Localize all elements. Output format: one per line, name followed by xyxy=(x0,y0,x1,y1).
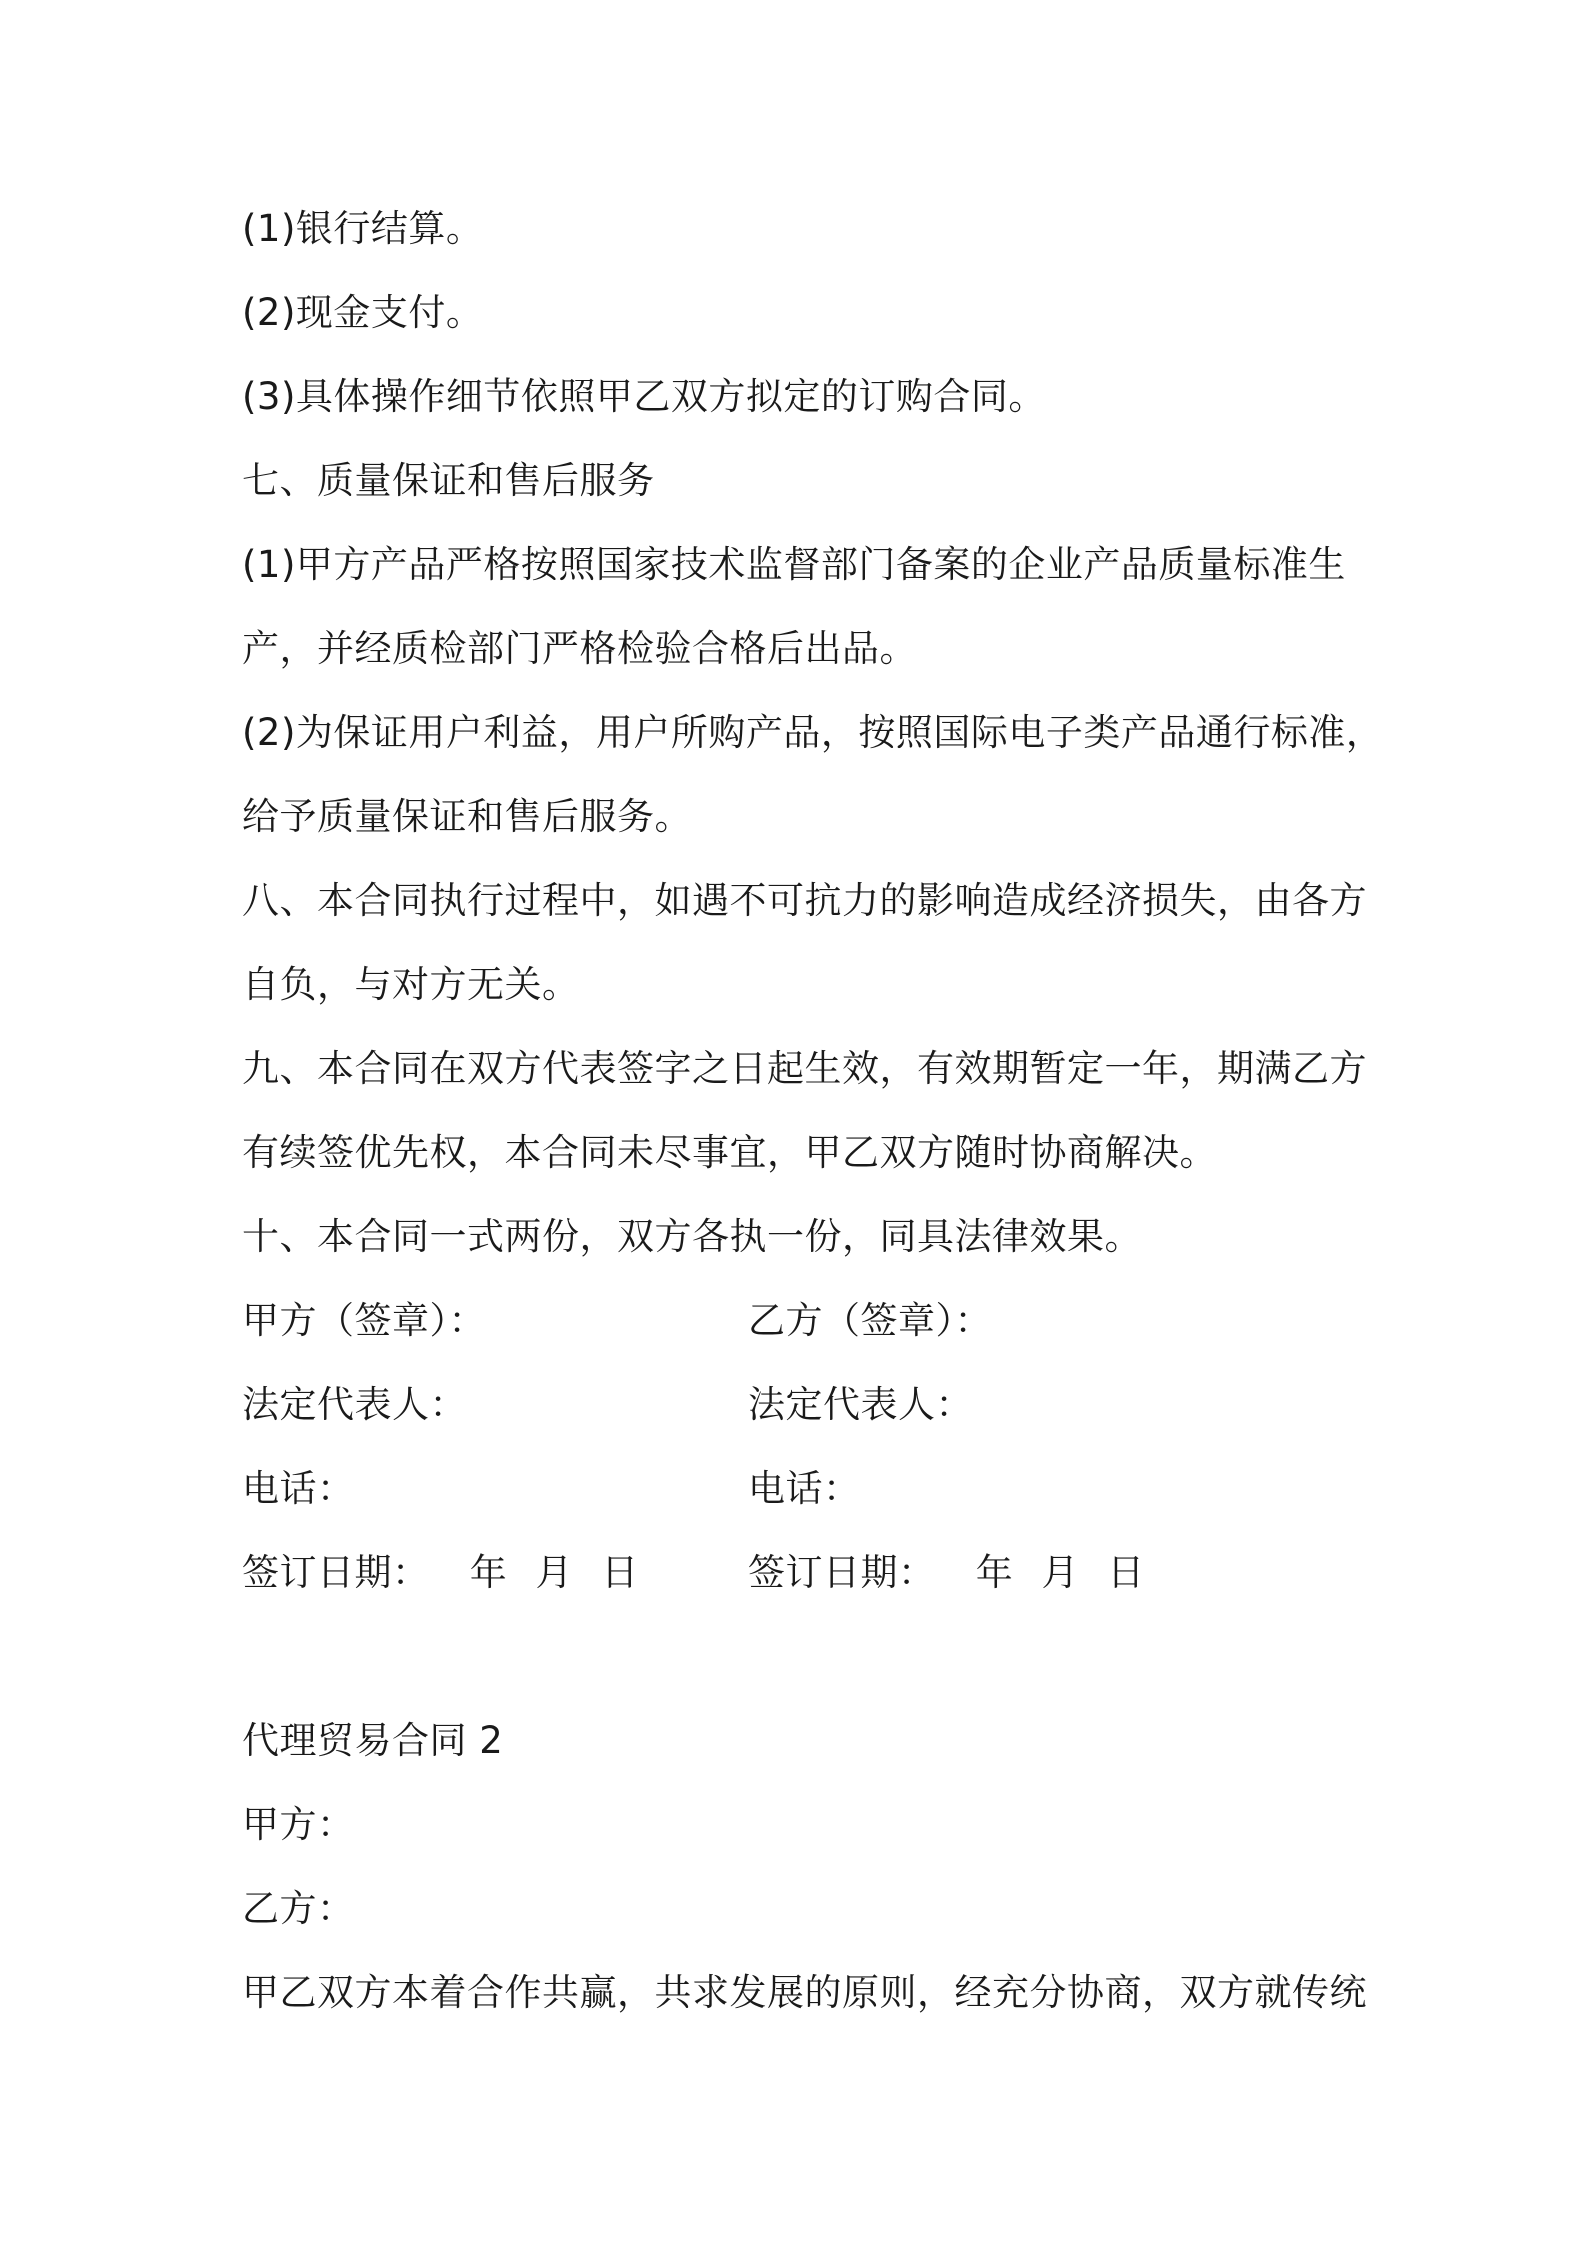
party-a-phone-label: 电话： xyxy=(242,1467,355,1510)
party-a-date-row xyxy=(242,1548,639,1598)
contract-2-party-a-label: 甲方： xyxy=(242,1803,355,1846)
party-a-date-month: 月 xyxy=(535,1551,574,1594)
section-9-line-1: 九、本合同在双方代表签字之日起生效，有效期暂定一年，期满乙方 xyxy=(242,1047,1367,1090)
party-b-date-year: 年 xyxy=(975,1551,1014,1594)
contract-2-title: 代理贸易合同 2 xyxy=(242,1719,504,1762)
contract-2-intro-line-1: 甲乙双方本着合作共赢，共求发展的原则，经充分协商，双方就传统 xyxy=(242,1971,1367,2014)
section-8-line-1: 八、本合同执行过程中，如遇不可抗力的影响造成经济损失，由各方 xyxy=(242,879,1367,922)
section-7-item-2-line-1: (2)为保证用户利益，用户所购产品，按照国际电子类产品通行标准， xyxy=(242,711,1384,754)
party-b-date-row xyxy=(748,1548,1145,1598)
party-b-date-month: 月 xyxy=(1041,1551,1080,1594)
party-a-date-label: 签订日期： xyxy=(242,1551,430,1594)
party-b-phone-label: 电话： xyxy=(748,1467,861,1510)
party-a-seal-label: 甲方（签章）： xyxy=(242,1299,486,1342)
section-7-item-2-line-2: 给予质量保证和售后服务。 xyxy=(242,795,692,838)
section-7-item-1-line-2: 产，并经质检部门严格检验合格后出品。 xyxy=(242,627,917,670)
section-7-heading: 七、质量保证和售后服务 xyxy=(242,459,655,502)
party-b-date-day: 日 xyxy=(1107,1551,1145,1594)
party-b-seal-label: 乙方（签章）： xyxy=(748,1299,992,1342)
party-b-rep-label: 法定代表人： xyxy=(748,1383,973,1426)
payment-item-2: (2)现金支付。 xyxy=(242,291,484,334)
section-7-item-1-line-1: (1)甲方产品严格按照国家技术监督部门备案的企业产品质量标准生 xyxy=(242,543,1346,586)
section-9-line-2: 有续签优先权，本合同未尽事宜，甲乙双方随时协商解决。 xyxy=(242,1131,1217,1174)
party-a-date-year: 年 xyxy=(469,1551,508,1594)
party-b-date-label: 签订日期： xyxy=(748,1551,936,1594)
section-8-line-2: 自负，与对方无关。 xyxy=(242,963,580,1006)
payment-item-3: (3)具体操作细节依照甲乙双方拟定的订购合同。 xyxy=(242,375,1046,418)
party-a-date-day: 日 xyxy=(601,1551,639,1594)
payment-item-1: (1)银行结算。 xyxy=(242,207,484,250)
section-10-line-1: 十、本合同一式两份，双方各执一份，同具法律效果。 xyxy=(242,1215,1142,1258)
contract-2-party-b-label: 乙方： xyxy=(242,1887,355,1930)
party-a-rep-label: 法定代表人： xyxy=(242,1383,467,1426)
